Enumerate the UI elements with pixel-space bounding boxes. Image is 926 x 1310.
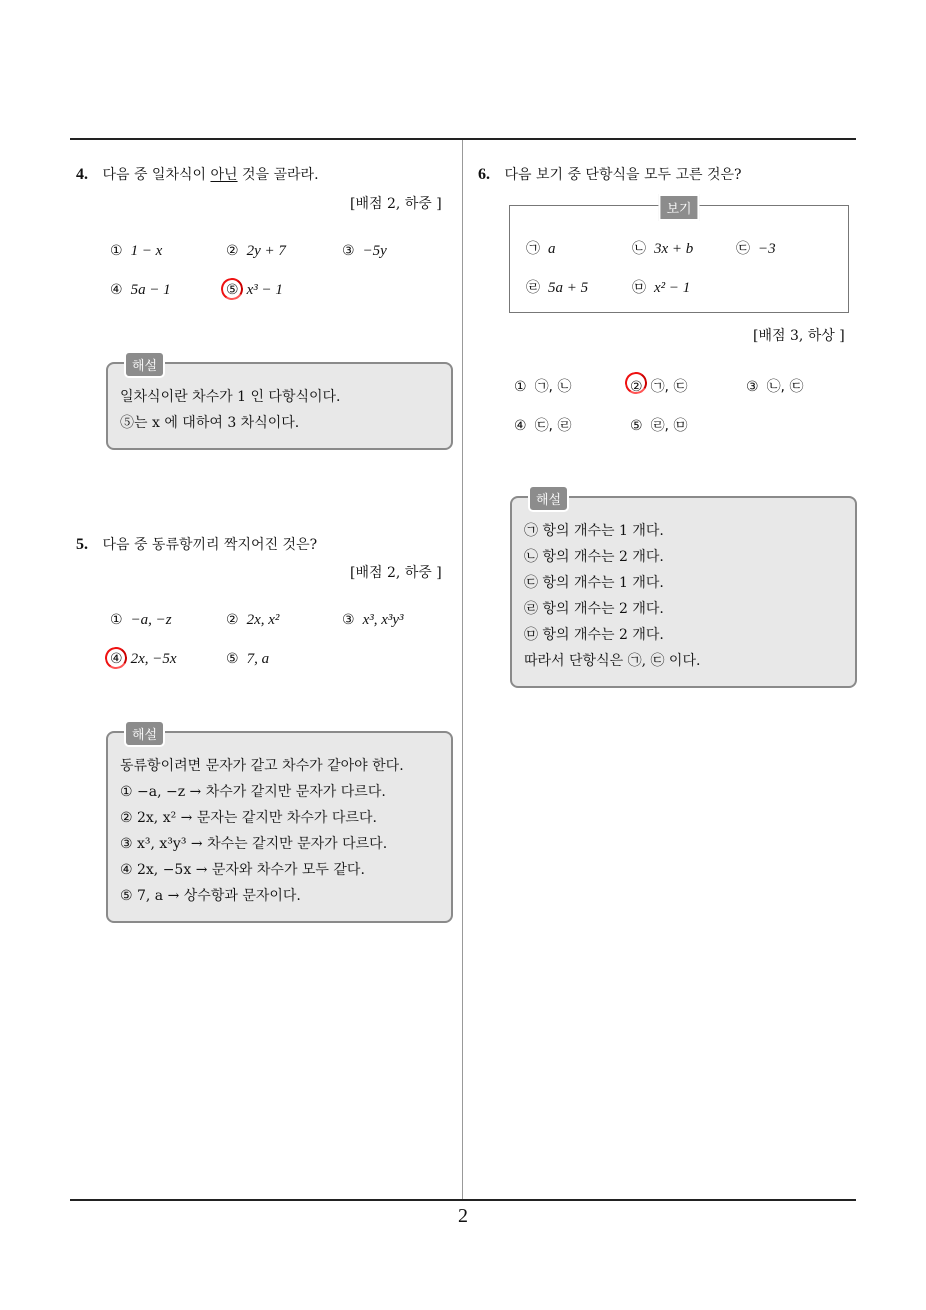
solution-line: 일차식이란 차수가 1 인 다항식이다. — [120, 389, 341, 405]
bogi-item — [632, 277, 690, 297]
question-number: 5. — [76, 536, 88, 553]
bogi-box — [509, 202, 849, 313]
option-expr: ㉠, ㉢ — [650, 379, 688, 395]
question-text: 다음 보기 중 단항식을 모두 고른 것은? — [504, 167, 742, 183]
bogi-mark: ㉢ — [736, 241, 750, 257]
score-label: [배점 2, 하중 ] — [350, 196, 442, 212]
score-label: [배점 2, 하중 ] — [350, 565, 442, 581]
option-expr: −a, −z — [130, 612, 172, 628]
option-mark: ② — [630, 379, 643, 395]
question-number: 6. — [478, 166, 490, 183]
option-expr: x³ − 1 — [246, 282, 283, 298]
option-1[interactable] — [514, 376, 571, 396]
option-mark: ⑤ — [226, 282, 239, 298]
option-mark: ④ — [110, 651, 123, 667]
option-mark: ⑤ — [226, 651, 239, 667]
solution-line: ㉢ 항의 개수는 1 개다. — [524, 575, 664, 591]
solution-line: ⑤ 7, a → 상수항과 문자이다. — [120, 888, 301, 904]
option-5[interactable] — [226, 651, 269, 668]
option-mark: ④ — [514, 418, 527, 434]
bogi-expr: 5a + 5 — [548, 280, 589, 296]
bogi-mark: ㉡ — [632, 241, 646, 257]
question-text-underline: 아닌 — [210, 167, 238, 183]
solution-label: 해설 — [124, 351, 165, 378]
option-expr: ㉠, ㉡ — [534, 379, 572, 395]
option-mark: ① — [110, 612, 123, 628]
solution-box — [510, 493, 857, 688]
question-text-pre: 다음 중 일차식이 — [102, 167, 211, 183]
bogi-item — [736, 238, 776, 258]
solution-line: ㉤ 항의 개수는 2 개다. — [524, 627, 664, 643]
solution-line: 따라서 단항식은 ㉠, ㉢ 이다. — [524, 653, 701, 669]
option-expr: 7, a — [246, 651, 270, 667]
solution-line: ① −a, −z → 차수가 같지만 문자가 다르다. — [120, 784, 386, 800]
solution-line: ④ 2x, −5x → 문자와 차수가 모두 같다. — [120, 862, 365, 878]
page-number: 2 — [458, 1205, 468, 1227]
bogi-mark: ㉠ — [526, 241, 540, 257]
solution-box — [106, 728, 453, 923]
option-expr: 1 − x — [130, 243, 163, 259]
option-mark: ③ — [746, 379, 759, 395]
option-expr: 2x, −5x — [130, 651, 177, 667]
option-1[interactable] — [110, 612, 172, 629]
bogi-item — [632, 238, 693, 258]
solution-label: 해설 — [528, 485, 569, 512]
option-expr: ㉢, ㉣ — [534, 418, 572, 434]
option-expr: 2x, x² — [246, 612, 280, 628]
top-rule — [70, 138, 856, 140]
option-3[interactable] — [342, 612, 404, 629]
question-text-post: 것을 골라라. — [237, 167, 319, 183]
option-mark: ① — [110, 243, 123, 259]
solution-line: 동류항이려면 문자가 같고 차수가 같아야 한다. — [120, 758, 404, 774]
option-2[interactable] — [226, 243, 286, 260]
option-expr: ㉡, ㉢ — [766, 379, 804, 395]
bogi-item — [526, 238, 556, 258]
bogi-label: 보기 — [658, 194, 699, 221]
option-expr: −5y — [362, 243, 387, 259]
option-5[interactable] — [630, 415, 687, 435]
option-mark: ① — [514, 379, 527, 395]
bogi-item — [526, 277, 588, 297]
question-4 — [76, 164, 319, 184]
option-mark: ② — [226, 243, 239, 259]
question-6 — [478, 164, 742, 184]
solution-line: ② 2x, x² → 문자는 같지만 차수가 다르다. — [120, 810, 377, 826]
option-4[interactable] — [514, 415, 571, 435]
bogi-mark: ㉣ — [526, 280, 540, 296]
bogi-expr: −3 — [758, 241, 776, 257]
question-5 — [76, 534, 317, 554]
option-mark: ③ — [342, 243, 355, 259]
option-4[interactable] — [110, 282, 171, 299]
question-text: 다음 중 동류항끼리 짝지어진 것은? — [102, 537, 318, 553]
solution-box — [106, 359, 453, 450]
option-mark: ③ — [342, 612, 355, 628]
option-1[interactable] — [110, 243, 162, 260]
option-mark: ⑤ — [630, 418, 643, 434]
option-3[interactable] — [342, 243, 387, 260]
column-divider — [462, 140, 463, 1200]
bogi-expr: x² − 1 — [654, 280, 691, 296]
solution-label: 해설 — [124, 720, 165, 747]
solution-line: ③ x³, x³y³ → 차수는 같지만 문자가 다르다. — [120, 836, 388, 852]
option-expr: 2y + 7 — [246, 243, 286, 259]
option-mark: ② — [226, 612, 239, 628]
option-mark: ④ — [110, 282, 123, 298]
solution-line: ⑤는 x 에 대하여 3 차식이다. — [120, 415, 300, 431]
score-label: [배점 3, 하상 ] — [753, 328, 845, 344]
bogi-mark: ㉤ — [632, 280, 646, 296]
solution-line: ㉣ 항의 개수는 2 개다. — [524, 601, 664, 617]
option-expr: 5a − 1 — [130, 282, 171, 298]
question-number: 4. — [76, 166, 88, 183]
solution-line: ㉠ 항의 개수는 1 개다. — [524, 523, 664, 539]
bottom-rule — [70, 1199, 856, 1201]
bogi-expr: 3x + b — [654, 241, 694, 257]
option-expr: ㉣, ㉤ — [650, 418, 688, 434]
option-expr: x³, x³y³ — [362, 612, 404, 628]
bogi-expr: a — [548, 241, 556, 257]
solution-line: ㉡ 항의 개수는 2 개다. — [524, 549, 664, 565]
option-2[interactable] — [226, 612, 279, 629]
option-3[interactable] — [746, 376, 803, 396]
